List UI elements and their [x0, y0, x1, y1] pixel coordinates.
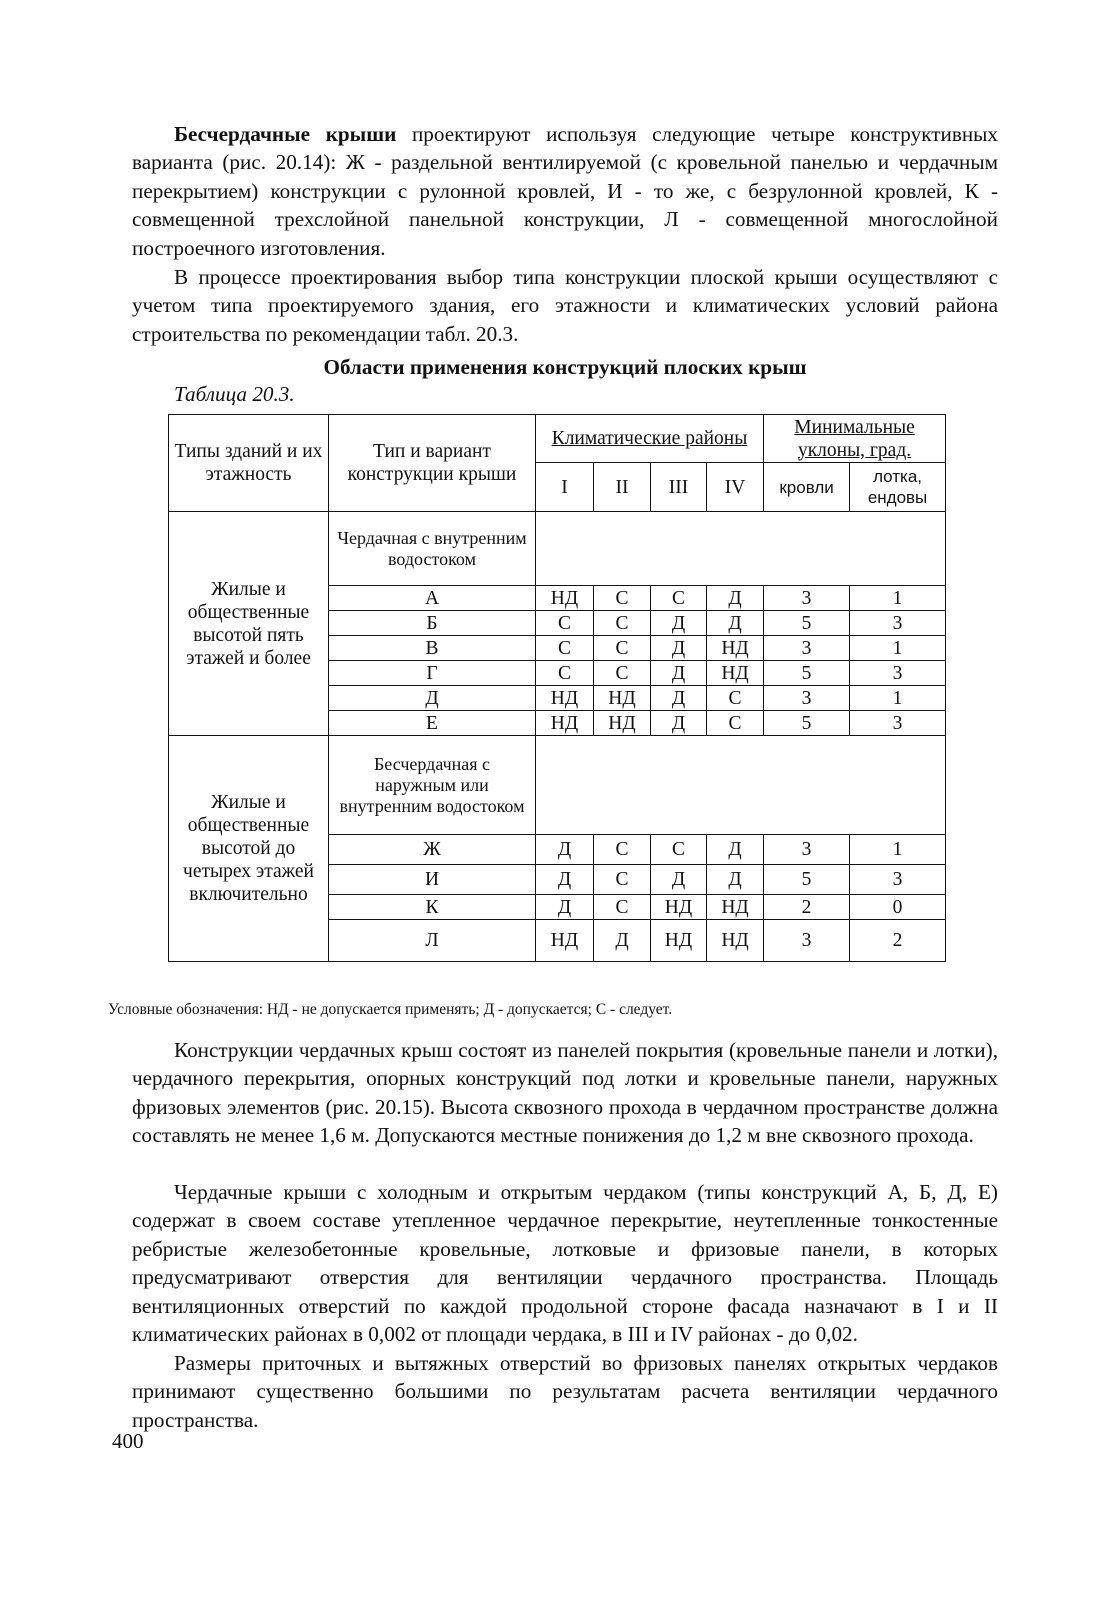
cell-slope-roof: 3 — [764, 835, 850, 865]
cell-variant: В — [329, 636, 536, 661]
group2-subheader: Бесчердачная с наружным или внутренним водостоком — [329, 736, 536, 835]
group2-subheader-empty — [536, 736, 946, 835]
cell-slope-tray: 3 — [850, 611, 946, 636]
cell-climate-3: НД — [651, 895, 707, 920]
group1-building-type: Жилые и общественные высотой пять этажей и более — [169, 512, 329, 736]
cell-climate-2: С — [594, 611, 651, 636]
cell-variant: К — [329, 895, 536, 920]
cell-climate-3: Д — [651, 865, 707, 895]
header-climate-3: III — [651, 463, 707, 512]
cell-climate-1: НД — [536, 920, 594, 962]
paragraph-roofless — [132, 120, 998, 262]
header-climate-1: I — [536, 463, 594, 512]
cell-climate-4: Д — [707, 586, 764, 611]
cell-climate-2: С — [594, 661, 651, 686]
cell-climate-3: С — [651, 586, 707, 611]
group1-subheader: Чердачная с внутренним водостоком — [329, 512, 536, 586]
cell-variant: Б — [329, 611, 536, 636]
cell-climate-4: Д — [707, 865, 764, 895]
cell-climate-2: Д — [594, 920, 651, 962]
group1-subheader-empty — [536, 512, 946, 586]
cell-variant: Д — [329, 686, 536, 711]
cell-climate-1: С — [536, 661, 594, 686]
header-climate-regions: Климатические районы — [536, 415, 764, 463]
cell-variant: Л — [329, 920, 536, 962]
cell-climate-4: НД — [707, 895, 764, 920]
paragraph-attic-roofs: Конструкции чердачных крыш состоят из панелей покрытия (кровельные панели и лотки), чердачного перекрытия, опорных конструкций под лотки и кровельные панели, наружных фризовых элементов (рис. 20.15). Высота сквозного прохода в чердачном пространстве должна составлять не менее 1,6 м. Допускаются местные понижения до 1,2 м вне сквозного прохода. — [132, 1038, 998, 1148]
cell-climate-2: С — [594, 865, 651, 895]
cell-climate-3: Д — [651, 636, 707, 661]
cell-variant: Г — [329, 661, 536, 686]
table-title: Области применения конструкций плоских крыш — [323, 355, 807, 379]
cell-climate-2: С — [594, 835, 651, 865]
page-number: 400 — [112, 1429, 144, 1453]
header-climate-4: IV — [707, 463, 764, 512]
cell-climate-1: Д — [536, 835, 594, 865]
header-climate-2: II — [594, 463, 651, 512]
cell-climate-2: С — [594, 586, 651, 611]
header-slope-tray: лотка, ендовы — [850, 463, 946, 512]
cell-slope-tray: 2 — [850, 920, 946, 962]
cell-variant: Е — [329, 711, 536, 736]
cell-climate-4: С — [707, 711, 764, 736]
cell-climate-2: С — [594, 636, 651, 661]
header-min-slopes: Минимальные уклоны, град. — [764, 415, 946, 463]
cell-slope-tray: 1 — [850, 636, 946, 661]
cell-climate-1: НД — [536, 586, 594, 611]
cell-climate-1: С — [536, 636, 594, 661]
paragraph-cold-attic: Чердачные крыши с холодным и открытым чердаком (типы конструкций А, Б, Д, Е) содержат в своем составе утепленное чердачное перекрытие, неутепленные тонкостенные ребристые железобетонные кровельные, лотковые и фризовые панели, в которых предусматривают отверстия для вентиляции чердачного пространства. Площадь вентиляционных отверстий по каждой продольной стороне фасада назначают в I и II климатических районах в 0,002 от площади чердака, в III и IV районах - до 0,02. — [132, 1180, 998, 1347]
cell-climate-3: НД — [651, 920, 707, 962]
header-construction: Тип и вариант конструкции крыши — [329, 415, 536, 512]
roof-types-table — [168, 414, 946, 962]
cell-slope-roof: 5 — [764, 661, 850, 686]
cell-slope-roof: 3 — [764, 636, 850, 661]
cell-climate-2: НД — [594, 711, 651, 736]
cell-slope-tray: 3 — [850, 865, 946, 895]
cell-climate-1: НД — [536, 686, 594, 711]
cell-climate-1: Д — [536, 895, 594, 920]
header-slope-roof: кровли — [764, 463, 850, 512]
cell-slope-tray: 3 — [850, 711, 946, 736]
cell-climate-4: Д — [707, 835, 764, 865]
cell-climate-4: НД — [707, 636, 764, 661]
table-number: Таблица 20.3. — [174, 382, 295, 406]
cell-slope-tray: 0 — [850, 895, 946, 920]
cell-variant: Ж — [329, 835, 536, 865]
cell-climate-3: Д — [651, 711, 707, 736]
group2-building-type: Жилые и общественные высотой до четырех этажей включительно — [169, 736, 329, 962]
cell-climate-4: С — [707, 686, 764, 711]
group1-subheader-row — [169, 512, 946, 586]
cell-variant: И — [329, 865, 536, 895]
cell-climate-1: С — [536, 611, 594, 636]
paragraph-roofless-bold: Бесчердачные крыши — [174, 122, 397, 146]
cell-slope-tray: 1 — [850, 835, 946, 865]
paragraph-design-choice: В процессе проектирования выбор типа конструкции плоской крыши осуществляют с учетом типа проектируемого здания, его этажности и климатических условий района строительства по рекомендации табл. 20.3. — [132, 265, 998, 346]
cell-climate-4: НД — [707, 920, 764, 962]
cell-climate-4: НД — [707, 661, 764, 686]
cell-slope-tray: 1 — [850, 686, 946, 711]
cell-climate-1: Д — [536, 865, 594, 895]
cell-climate-2: С — [594, 895, 651, 920]
cell-slope-roof: 3 — [764, 920, 850, 962]
cell-climate-3: Д — [651, 611, 707, 636]
cell-climate-3: С — [651, 835, 707, 865]
cell-slope-tray: 1 — [850, 586, 946, 611]
cell-climate-3: Д — [651, 686, 707, 711]
cell-slope-tray: 3 — [850, 661, 946, 686]
table-legend: Условные обозначения: НД - не допускается применять; Д - допускается; С - следует. — [108, 1001, 673, 1018]
paragraph-roofless-text: проектируют используя следующие четыре конструктивных варианта (рис. 20.14): Ж - раздельной вентилируемой (с кровельной панелью и чердачным перекрытием) конструкции с рулонной кровлей, И - то же, с безрулонной кровлей, К - совмещенной трехслойной панельной конструкции, Л - совмещенной многослойной построечного изготовления. — [132, 122, 999, 260]
cell-climate-3: Д — [651, 661, 707, 686]
cell-variant: А — [329, 586, 536, 611]
cell-slope-roof: 2 — [764, 895, 850, 920]
cell-climate-4: Д — [707, 611, 764, 636]
group2-subheader-row — [169, 736, 946, 835]
cell-climate-1: НД — [536, 711, 594, 736]
cell-slope-roof: 5 — [764, 711, 850, 736]
table-header-row — [169, 415, 946, 463]
paragraph-vent-openings: Размеры приточных и вытяжных отверстий во фризовых панелях открытых чердаков принимают существенно большими по результатам расчета вентиляции чердачного пространства. — [132, 1351, 998, 1432]
cell-slope-roof: 3 — [764, 686, 850, 711]
cell-climate-2: НД — [594, 686, 651, 711]
cell-slope-roof: 5 — [764, 611, 850, 636]
cell-slope-roof: 3 — [764, 586, 850, 611]
cell-slope-roof: 5 — [764, 865, 850, 895]
header-building-type: Типы зданий и их этажность — [169, 415, 329, 512]
